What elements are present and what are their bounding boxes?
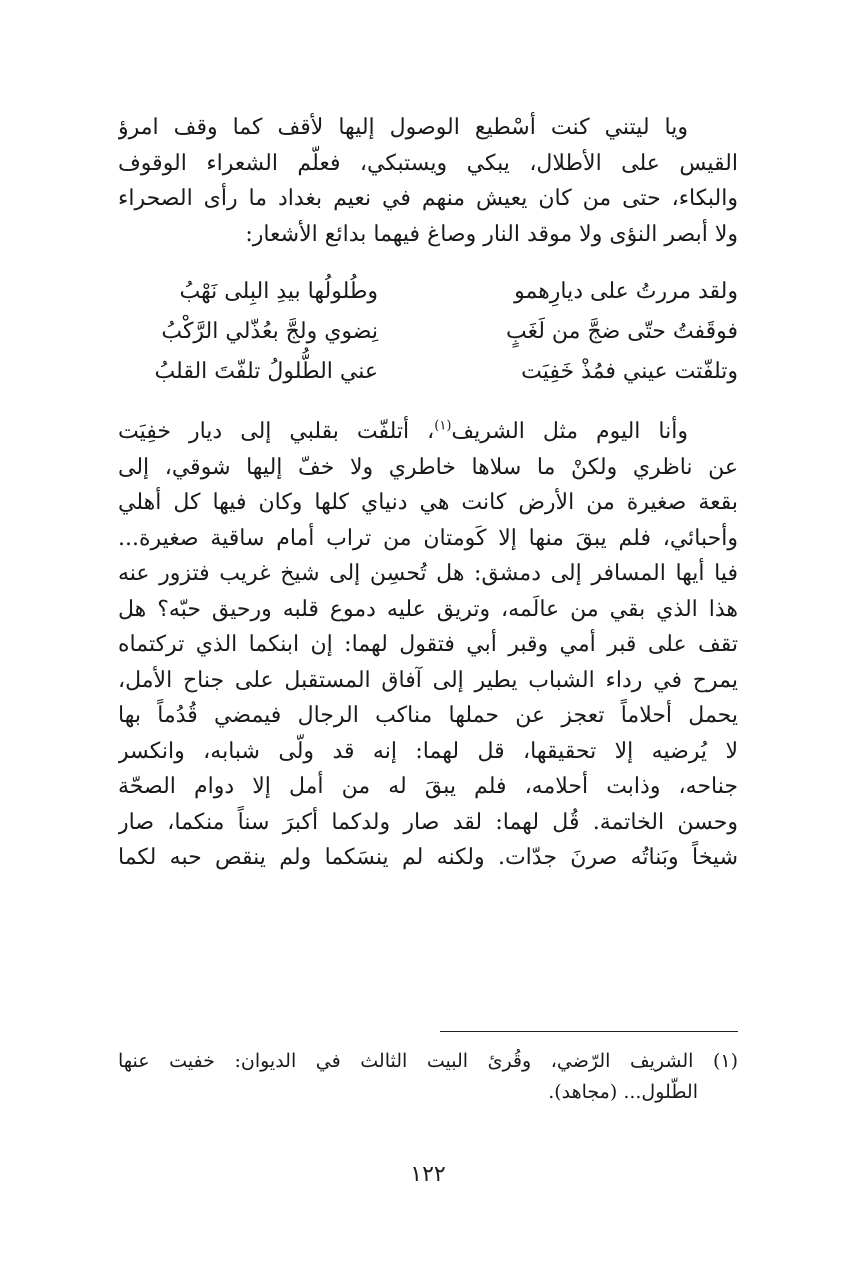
paragraph-line: جناحه، وذابت أحلامه، فلم يبقَ له من أمل إلا دوام الصحّة <box>118 774 738 799</box>
paragraph-line: ولا أبصر النؤى ولا موقد النار وصاغ فيهما بدائع الأشعار: <box>245 221 738 247</box>
paragraph-line: ويا ليتني كنت أسْطيع الوصول إليها لأقف كما وقف امرؤ <box>118 115 688 140</box>
paragraph-text: وأنا اليوم مثل الشريف <box>451 419 688 444</box>
poem <box>118 272 738 392</box>
poem-verse <box>118 352 738 392</box>
paragraph-line: والبكاء، حتى من كان يعيش منهم في نعيم بغداد ما رأى الصحراء <box>118 186 738 211</box>
paragraph-2 <box>118 414 738 876</box>
verse-first-hemistich: وتلفّتت عيني فمُذْ خَفِيَت <box>521 359 738 384</box>
paragraph-line: وحسن الخاتمة. قُل لهما: لقد صار ولدكما أكبرَ سناً منكما، صار <box>118 809 738 835</box>
footnote-marker[interactable]: (١) <box>434 418 452 434</box>
verse-second-hemistich: نِضوي ولجَّ بعُذّلي الرَّكْبُ <box>161 319 378 344</box>
footnote <box>118 1046 738 1108</box>
poem-verse <box>118 272 738 312</box>
paragraph-line: يمرح في رداء الشباب يطير إلى آفاق المستقبل على جناح الأمل، <box>118 667 738 693</box>
paragraph-line: بقعة صغيرة من الأرض كانت هي دنياي كلها وكان فيها كل أهلي <box>118 490 738 515</box>
verse-second-hemistich: وطُلولُها بيدِ البِلى نَهْبُ <box>179 279 378 304</box>
paragraph-line: هذا الذي بقي من عالَمه، وتريق عليه دموع قلبه ورحيق حبّه؟ هل <box>118 596 738 622</box>
page-body <box>118 110 738 876</box>
paragraph-line: يحمل أحلاماً تعجز عن حملها مناكب الرجال فيمضي قُدُماً بها <box>118 703 738 728</box>
footnote-line: الطّلول... (مجاهد). <box>548 1081 698 1103</box>
paragraph-line: القيس على الأطلال، يبكي ويستبكي، فعلّم الشعراء الوقوف <box>118 150 738 176</box>
verse-second-hemistich: عني الطُّلولُ تلفّتَ القلبُ <box>154 359 378 384</box>
footnote-line: (١) الشريف الرّضي، وقُرئ البيت الثالث في الديوان: خفيت عنها <box>118 1050 738 1072</box>
verse-first-hemistich: فوقَفتُ حتّى ضجَّ من لَغَبٍ <box>505 319 738 344</box>
paragraph-line: تقف على قبر أمي وقبر أبي فتقول لهما: إن ابنكما الذي تركتماه <box>118 632 738 657</box>
paragraph-1 <box>118 110 738 252</box>
paragraph-line <box>118 414 738 450</box>
paragraph-line: شيخاً وبَناتُه صرنَ جدّات. ولكنه لم ينسَكما ولم ينقص حبه لكما <box>118 845 738 870</box>
poem-verse <box>118 312 738 352</box>
page-number: ١٢٢ <box>410 1162 446 1187</box>
paragraph-text: ، أتلفّت بقلبي إلى ديار خفِيَت <box>118 419 435 444</box>
footnote-divider <box>440 1031 738 1032</box>
paragraph-line: وأحبائي، فلم يبقَ منها إلا كَومتان من تراب أمام ساقية صغيرة... <box>118 525 738 551</box>
verse-first-hemistich: ولقد مررتُ على ديارِهمو <box>514 279 738 304</box>
paragraph-line: لا يُرضيه إلا تحقيقها، قل لهما: إنه قد ولّى شبابه، وانكسر <box>118 738 738 764</box>
paragraph-line: عن ناظري ولكنْ ما سلاها خاطري ولا خفّ إليها شوقي، إلى <box>118 454 738 480</box>
paragraph-line: فيا أيها المسافر إلى دمشق: هل تُحسِن إلى شيخ غريب فتزور عنه <box>118 561 738 586</box>
